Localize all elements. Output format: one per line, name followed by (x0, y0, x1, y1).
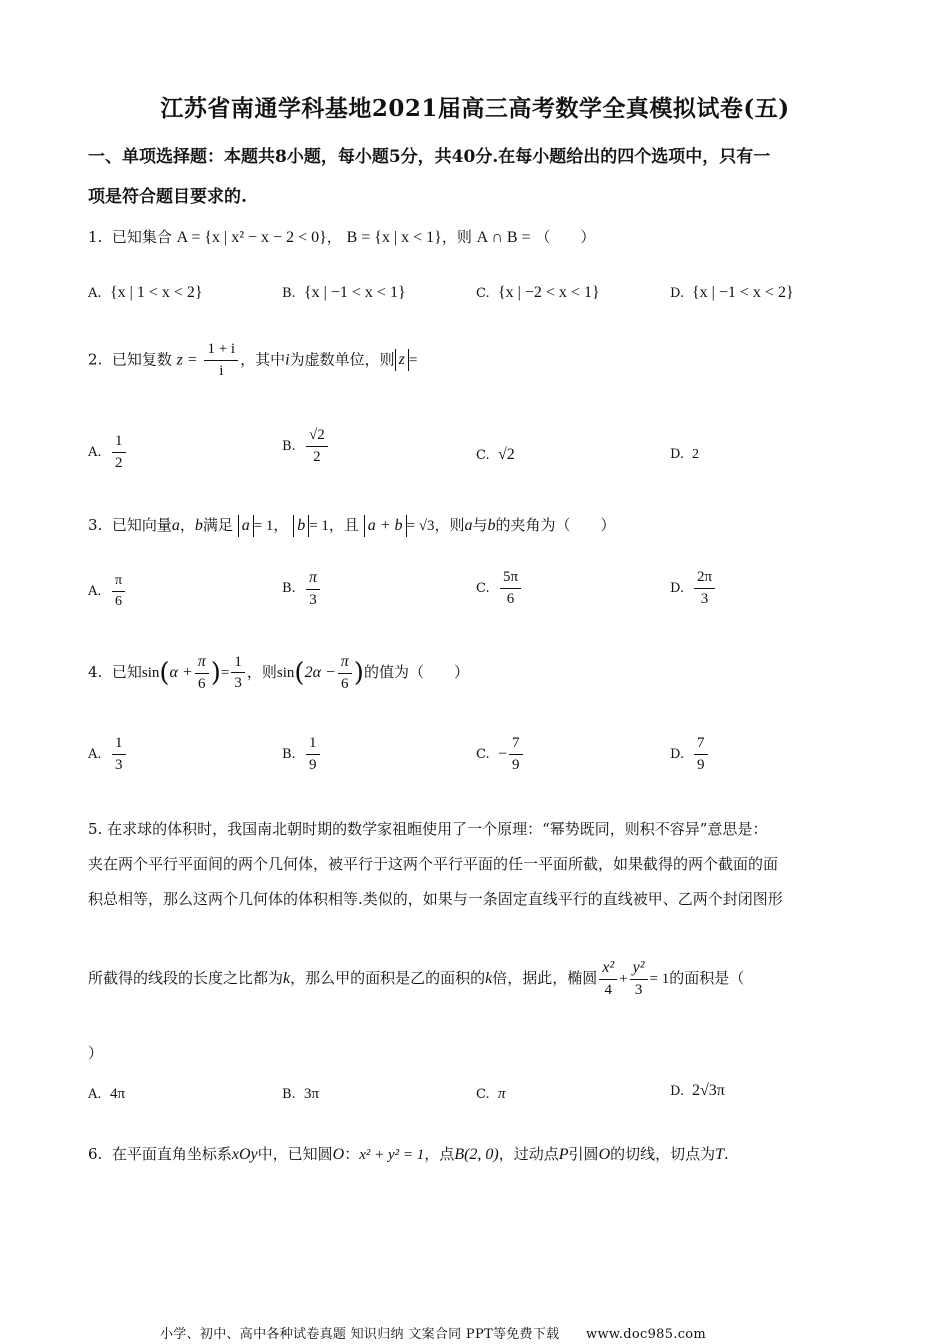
question-6: 6. 在平面直角坐标系xOy中，已知圆O：x² + y² = 1，点B(2, 0)，过动点P引圆O的切线，切点为T. (88, 1145, 729, 1163)
question-5-line-5: ） (88, 1044, 104, 1062)
page-title: 江苏省南通学科基地2021届高三高考数学全真模拟试卷(五) (160, 95, 790, 122)
q1-option-d: D. {x | −1 < x < 2} (670, 284, 794, 301)
question-5 (88, 812, 873, 917)
intersection-expression: A ∩ B = (476, 229, 531, 246)
question-5-line-2: 夹在两个平行平面间的两个几何体，被平行于这两个平行平面的任一平面所截，如果截得的两个截面的面 (88, 855, 779, 873)
option-text: 2√3π (692, 1082, 725, 1099)
question-number: 1. (88, 228, 103, 246)
q2-option-d: D. 2 (670, 446, 699, 462)
variable-k: k (283, 969, 291, 987)
vector-a: a (171, 517, 180, 534)
q2-option-c: C. √2 (476, 446, 515, 463)
q2-option-a: A. $\frac{1}{2}$ (88, 432, 128, 473)
question-text: 的夹角为（ ） (495, 516, 616, 534)
option-text: {x | −1 < x < 1} (304, 284, 406, 301)
modulus-a-plus-b: a + b (364, 515, 407, 537)
question-5-line-4: 所截得的线段的长度之比都为k，那么甲的面积是乙的面积的k倍，据此，椭圆 $\frac{\text{x²}}{4}$ + $\frac{\text{y²}}{3}$ = 1的面积是（ (88, 959, 745, 998)
modulus-z: z (395, 349, 409, 371)
vector-b: b (194, 517, 203, 534)
q4-option-d: D. $\frac{7}{9}$ (670, 734, 710, 775)
question-text: 在平面直角坐标系 (111, 1145, 232, 1163)
q3-option-a: A. $\frac{\pi}{6}$ (88, 572, 127, 610)
q3-option-b: B. $\frac{\pi}{3}$ (282, 568, 322, 610)
q3-option-c: C. $\frac{5\pi}{6}$ (476, 568, 523, 609)
modulus-a: a (238, 515, 254, 537)
fraction: $\frac{1 + i}{i}$ (204, 340, 238, 381)
q4-option-c: C. − $\frac{7}{9}$ (476, 734, 525, 775)
section-heading-single-choice (88, 137, 868, 217)
question-text: 已知复数 (111, 350, 172, 369)
q5-option-c: C. π (476, 1086, 506, 1102)
imaginary-unit: i (285, 351, 290, 369)
option-text: 2 (692, 447, 699, 462)
question-text: 为虚数单位，则 (289, 350, 395, 369)
question-number: 3. (88, 516, 103, 534)
sin-function: sin (141, 664, 160, 681)
question-text: ，则 (441, 228, 472, 246)
question-number: 6. (88, 1145, 103, 1163)
question-text: 已知向量 (111, 516, 172, 534)
q5-option-a: A. 4π (88, 1086, 126, 1102)
question-5-line-3: 积总相等，那么这两个几何体的体积相等.类似的，如果与一条固定直线平行的直线被甲、乙两个封闭图形 (88, 890, 783, 908)
section-heading-line-1: 一、单项选择题：本题共8小题，每小题5分，共40分.在每小题给出的四个选项中，只有一 (88, 147, 771, 167)
question-text: 已知集合 (111, 228, 172, 246)
option-text: π (498, 1086, 506, 1102)
question-4: 4. 已知sin(α + $\frac{\pi}{6}$ )= $\frac{1}{3}$ ，则sin(2α − $\frac{\pi}{6}$ )的值为（ ） (88, 653, 469, 692)
q4-option-b: B. $\frac{1}{9}$ (282, 734, 322, 775)
option-text: {x | −2 < x < 1} (498, 284, 600, 301)
question-text: ，则 (434, 516, 465, 534)
z-variable: z = (176, 351, 198, 369)
question-2 (88, 340, 417, 381)
ellipse-y-term: $\frac{\text{y²}}{3}$ (630, 958, 648, 1000)
question-3: 3. 已知向量a，b满足 a = 1， b = 1，且 a + b = √3，则a与b的夹角为（ ） (88, 514, 616, 537)
coordinate-system: xOy (231, 1146, 258, 1163)
answer-blank: （ ） (535, 228, 596, 246)
point-b: B(2, 0) (454, 1146, 499, 1163)
modulus-b: b (293, 515, 309, 537)
question-1 (88, 226, 595, 247)
q1-option-a: A. {x | 1 < x < 2} (88, 284, 203, 301)
question-text: ，则 (246, 662, 277, 681)
q4-option-a: A. $\frac{1}{3}$ (88, 734, 128, 775)
circle-equation: x² + y² = 1 (359, 1147, 425, 1163)
question-number: 4. (88, 662, 103, 681)
section-heading-line-2: 项是符合题目要求的. (88, 187, 247, 207)
equals: = (408, 352, 418, 369)
question-text: 已知 (111, 662, 142, 681)
option-text: 4π (110, 1086, 126, 1102)
q1-option-c: C. {x | −2 < x < 1} (476, 284, 600, 301)
option-text: {x | −1 < x < 2} (692, 284, 794, 301)
q2-option-b: B. $\frac{√2}{2}$ (282, 426, 330, 467)
question-5-line-1: 5. 在求球的体积时，我国南北朝时期的数学家祖暅使用了一个原理：“幂势既同，则积不容异”意思是： (88, 820, 768, 838)
question-text: 满足 (202, 516, 233, 534)
option-text: 3π (304, 1086, 320, 1102)
footer-watermark-text: 小学、初中、高中各种试卷真题 知识归纳 文案合同 PPT等免费下载 www.doc985.com (160, 1327, 707, 1342)
question-number: 2. (88, 350, 103, 369)
set-b-expression: B = {x | x < 1} (346, 229, 442, 246)
q5-option-b: B. 3π (282, 1086, 320, 1102)
question-text: 的值为（ ） (363, 662, 469, 681)
set-a-expression: A = {x | x² − x − 2 < 0} (176, 229, 327, 246)
q3-option-d: D. $\frac{2\pi}{3}$ (670, 568, 717, 609)
separator: ， (326, 228, 342, 246)
option-text: √2 (498, 446, 515, 463)
q1-option-b: B. {x | −1 < x < 1} (282, 284, 406, 301)
ellipse-x-term: $\frac{\text{x²}}{4}$ (599, 958, 617, 1000)
question-text: ，其中 (240, 350, 286, 369)
option-text: {x | 1 < x < 2} (110, 284, 203, 301)
q5-option-d: D. 2√3π (670, 1082, 725, 1099)
question-text: ，且 (328, 516, 359, 534)
